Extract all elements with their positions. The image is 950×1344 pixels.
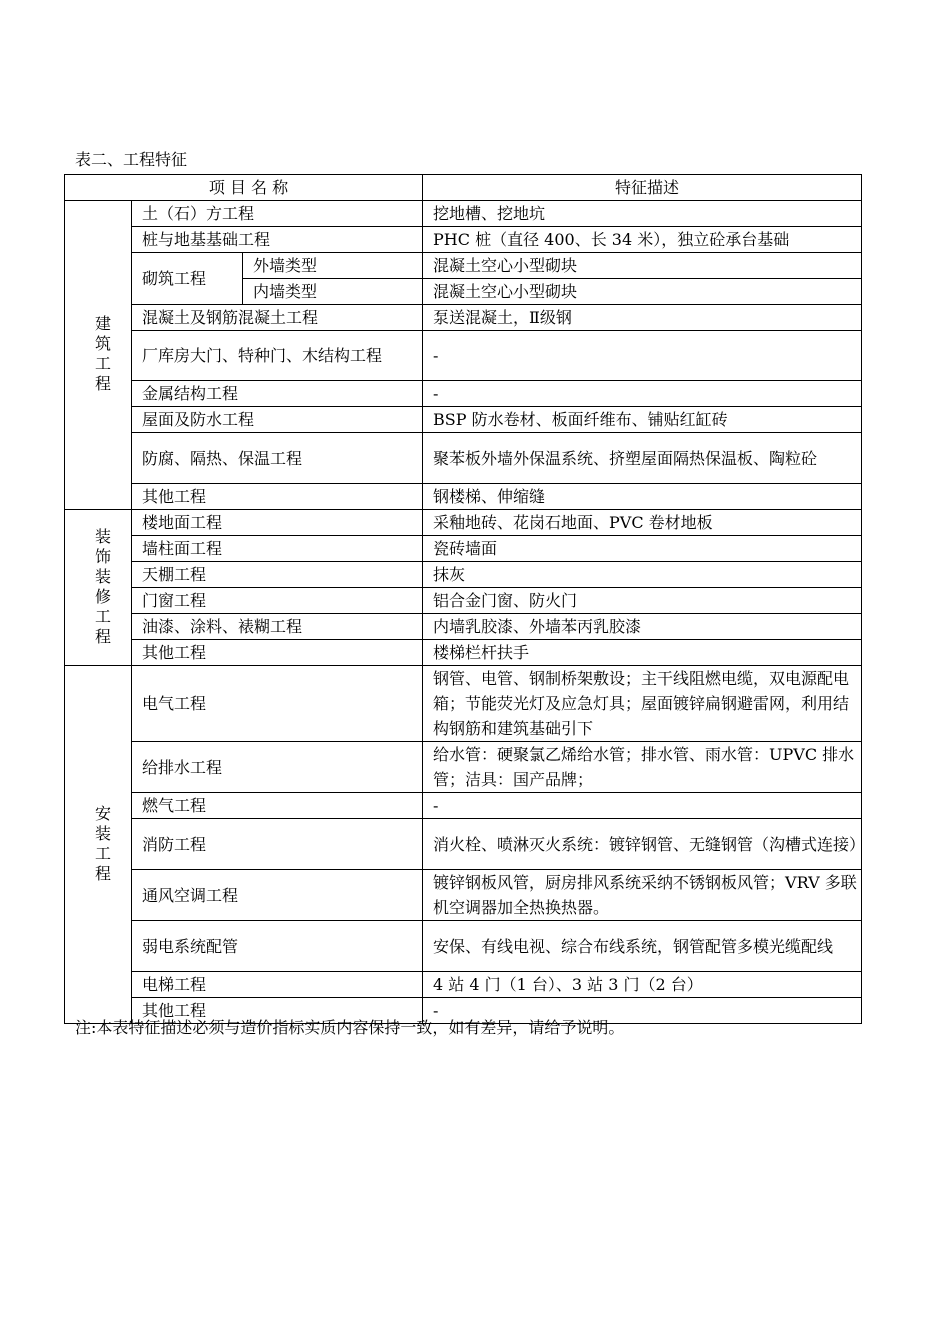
item-name: 土（石）方工程 <box>132 201 423 227</box>
table-row <box>65 793 862 819</box>
item-desc: - <box>423 381 862 407</box>
item-desc: 钢楼梯、伸缩缝 <box>423 484 862 510</box>
table-note: 注:本表特征描述必须与造价指标实质内容保持一致，如有差异，请给予说明。 <box>75 1018 625 1037</box>
item-desc: 混凝土空心小型砌块 <box>423 253 862 279</box>
item-desc: 铝合金门窗、防火门 <box>423 588 862 614</box>
item-name: 防腐、隔热、保温工程 <box>132 433 423 484</box>
table-row <box>65 305 862 331</box>
table-row <box>65 819 862 870</box>
feature-table <box>64 174 866 1024</box>
item-name: 屋面及防水工程 <box>132 407 423 433</box>
table-row <box>65 510 862 536</box>
item-name: 天棚工程 <box>132 562 423 588</box>
item-desc: BSP 防水卷材、板面纤维布、铺贴红缸砖 <box>423 407 862 433</box>
item-desc: 混凝土空心小型砌块 <box>423 279 862 305</box>
table-row <box>65 227 862 253</box>
table-row <box>65 536 862 562</box>
item-desc: 瓷砖墙面 <box>423 536 862 562</box>
item-name: 电梯工程 <box>132 972 423 998</box>
item-desc: 挖地槽、挖地坑 <box>423 201 862 227</box>
item-name: 其他工程 <box>132 998 423 1024</box>
item-desc: 给水管：硬聚氯乙烯给水管；排水管、雨水管：UPVC 排水管；洁具：国产品牌； <box>423 742 862 793</box>
item-name: 墙柱面工程 <box>132 536 423 562</box>
table-row <box>65 666 862 742</box>
item-name: 通风空调工程 <box>132 870 423 921</box>
item-desc: 内墙乳胶漆、外墙苯丙乳胶漆 <box>423 614 862 640</box>
header-name: 项 目 名 称 <box>65 175 423 201</box>
item-desc: - <box>423 793 862 819</box>
item-desc: 4 站 4 门（1 台）、3 站 3 门（2 台） <box>423 972 862 998</box>
item-desc: 镀锌钢板风管，厨房排风系统采纳不锈钢板风管；VRV 多联机空调器加全热换热器。 <box>423 870 862 921</box>
item-desc: 采釉地砖、花岗石地面、PVC 卷材地板 <box>423 510 862 536</box>
item-desc: - <box>423 331 862 381</box>
item-name: 厂库房大门、特种门、木结构工程 <box>132 331 423 381</box>
table-row <box>65 331 862 381</box>
item-desc: PHC 桩（直径 400、长 34 米），独立砼承台基础 <box>423 227 862 253</box>
item-name: 其他工程 <box>132 640 423 666</box>
category-installation: 安装工程 <box>65 666 132 1024</box>
item-desc: 钢管、电管、钢制桥架敷设；主干线阻燃电缆，双电源配电箱；节能荧光灯及应急灯具；屋面镀锌扁钢避雷网，利用结构钢筋和建筑基础引下 <box>423 666 862 742</box>
table-row <box>65 588 862 614</box>
item-desc: 楼梯栏杆扶手 <box>423 640 862 666</box>
item-name: 燃气工程 <box>132 793 423 819</box>
item-name: 砌筑工程 <box>132 253 243 305</box>
item-desc: 安保、有线电视、综合布线系统，钢管配管多模光缆配线 <box>423 921 862 972</box>
table-row <box>65 381 862 407</box>
sub-item-name: 外墙类型 <box>243 253 423 279</box>
item-name: 桩与地基基础工程 <box>132 227 423 253</box>
item-name: 油漆、涂料、裱糊工程 <box>132 614 423 640</box>
item-desc: 聚苯板外墙外保温系统、挤塑屋面隔热保温板、陶粒砼 <box>423 433 862 484</box>
table-row <box>65 972 862 998</box>
item-name: 电气工程 <box>132 666 423 742</box>
item-name: 其他工程 <box>132 484 423 510</box>
table-row <box>65 921 862 972</box>
item-desc: 抹灰 <box>423 562 862 588</box>
item-name: 金属结构工程 <box>132 381 423 407</box>
table-row <box>65 640 862 666</box>
item-name: 给排水工程 <box>132 742 423 793</box>
table-row <box>65 614 862 640</box>
sub-item-name: 内墙类型 <box>243 279 423 305</box>
item-name: 门窗工程 <box>132 588 423 614</box>
table-row <box>65 407 862 433</box>
item-name: 弱电系统配管 <box>132 921 423 972</box>
table-caption: 表二、工程特征 <box>75 150 188 169</box>
item-name: 混凝土及钢筋混凝土工程 <box>132 305 423 331</box>
table-header-row <box>65 175 862 201</box>
item-desc: 消火栓、喷淋灭火系统：镀锌钢管、无缝钢管（沟槽式连接） <box>423 819 862 870</box>
header-desc: 特征描述 <box>423 175 862 201</box>
table-row <box>65 562 862 588</box>
category-building: 建筑工程 <box>65 201 132 510</box>
category-decoration: 装饰装修工程 <box>65 510 132 666</box>
item-desc: - <box>423 998 862 1024</box>
table-row <box>65 742 862 793</box>
table-row <box>65 484 862 510</box>
item-name: 消防工程 <box>132 819 423 870</box>
table-row <box>65 870 862 921</box>
table-row <box>65 253 862 279</box>
item-name: 楼地面工程 <box>132 510 423 536</box>
item-desc: 泵送混凝土，Ⅱ级钢 <box>423 305 862 331</box>
table-row <box>65 433 862 484</box>
table-row <box>65 201 862 227</box>
